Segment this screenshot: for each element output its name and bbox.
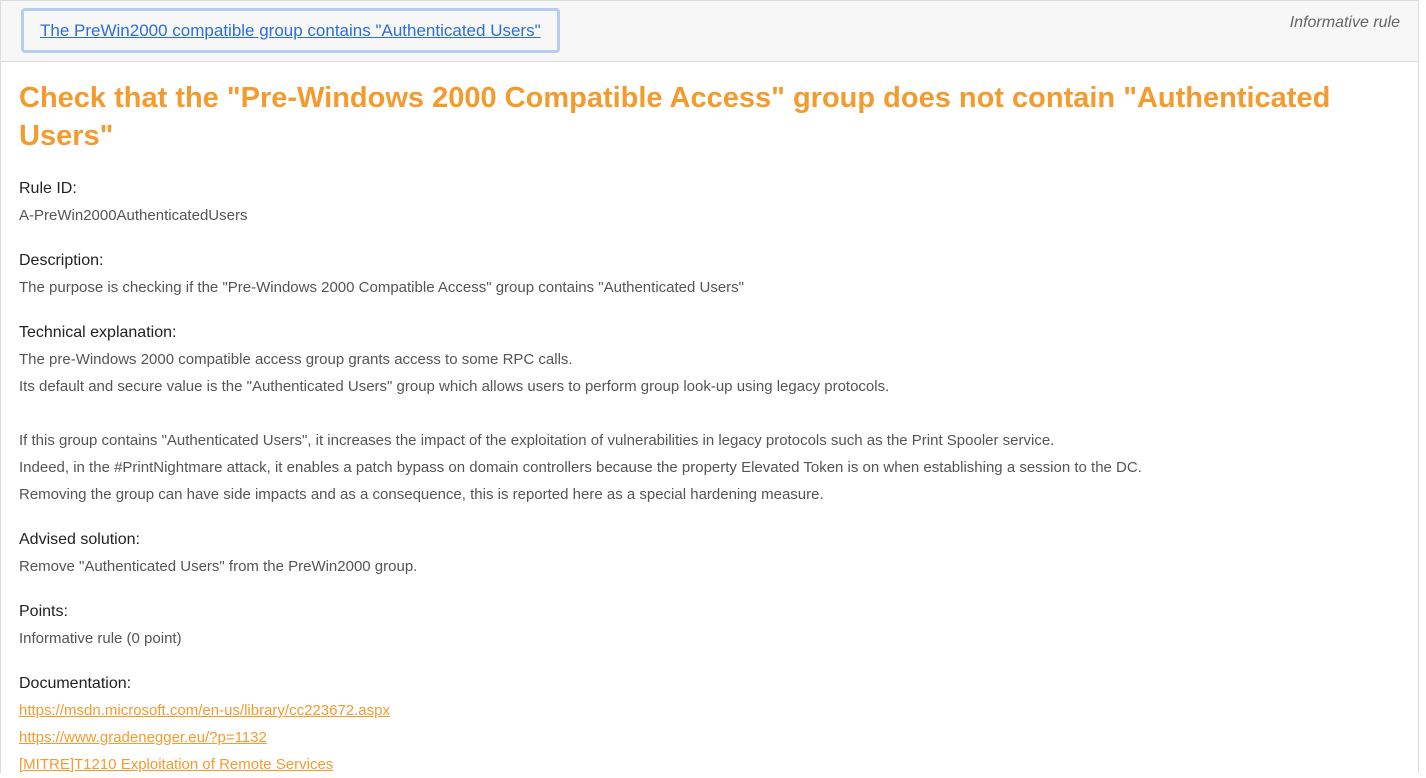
technical-label: Technical explanation: — [19, 324, 177, 341]
page-title: Check that the "Pre-Windows 2000 Compatible Access" group does not contain "Authenticated Users" — [19, 82, 1331, 152]
solution-section — [19, 526, 1404, 580]
paragraph-break — [19, 400, 1404, 427]
points-label: Points: — [19, 603, 68, 620]
description-value: The purpose is checking if the "Pre-Windows 2000 Compatible Access" group contains "Authenticated Users" — [19, 279, 745, 296]
rule-title-link[interactable]: The PreWin2000 compatible group contains "Authenticated Users" — [21, 8, 560, 53]
documentation-section — [19, 670, 1404, 778]
technical-line: Removing the group can have side impacts and as a consequence, this is reported here as a special hardening measure. — [19, 486, 824, 503]
doc-link-msdn[interactable]: https://msdn.microsoft.com/en-us/library/cc223672.aspx — [19, 702, 390, 719]
doc-link-gradenegger[interactable]: https://www.gradenegger.eu/?p=1132 — [19, 729, 267, 746]
doc-link-mitre[interactable]: [MITRE]T1210 Exploitation of Remote Services — [19, 756, 334, 773]
solution-value: Remove "Authenticated Users" from the PreWin2000 group. — [19, 558, 418, 575]
technical-line: Its default and secure value is the "Authenticated Users" group which allows users to perform group look-up using legacy protocols. — [19, 378, 890, 395]
points-value: Informative rule (0 point) — [19, 630, 182, 647]
rule-id-label: Rule ID: — [19, 180, 77, 197]
rule-details — [19, 79, 1404, 778]
rule-id-value: A-PreWin2000AuthenticatedUsers — [19, 207, 248, 224]
technical-section — [19, 319, 1404, 508]
rule-id-section — [19, 175, 1404, 229]
points-section — [19, 598, 1404, 652]
documentation-label: Documentation: — [19, 675, 132, 692]
description-label: Description: — [19, 252, 104, 269]
technical-line: If this group contains "Authenticated Users", it increases the impact of the exploitation of vulnerabilities in legacy protocols such as the Print Spooler service. — [19, 432, 1055, 449]
technical-line: The pre-Windows 2000 compatible access group grants access to some RPC calls. — [19, 351, 573, 368]
card-header — [1, 1, 1418, 62]
solution-label: Advised solution: — [19, 531, 140, 548]
technical-line: Indeed, in the #PrintNightmare attack, it enables a patch bypass on domain controllers because the property Elevated Token is on when establishing a session to the DC. — [19, 459, 1142, 476]
rule-type-badge: Informative rule — [1289, 14, 1400, 31]
description-section — [19, 247, 1404, 301]
